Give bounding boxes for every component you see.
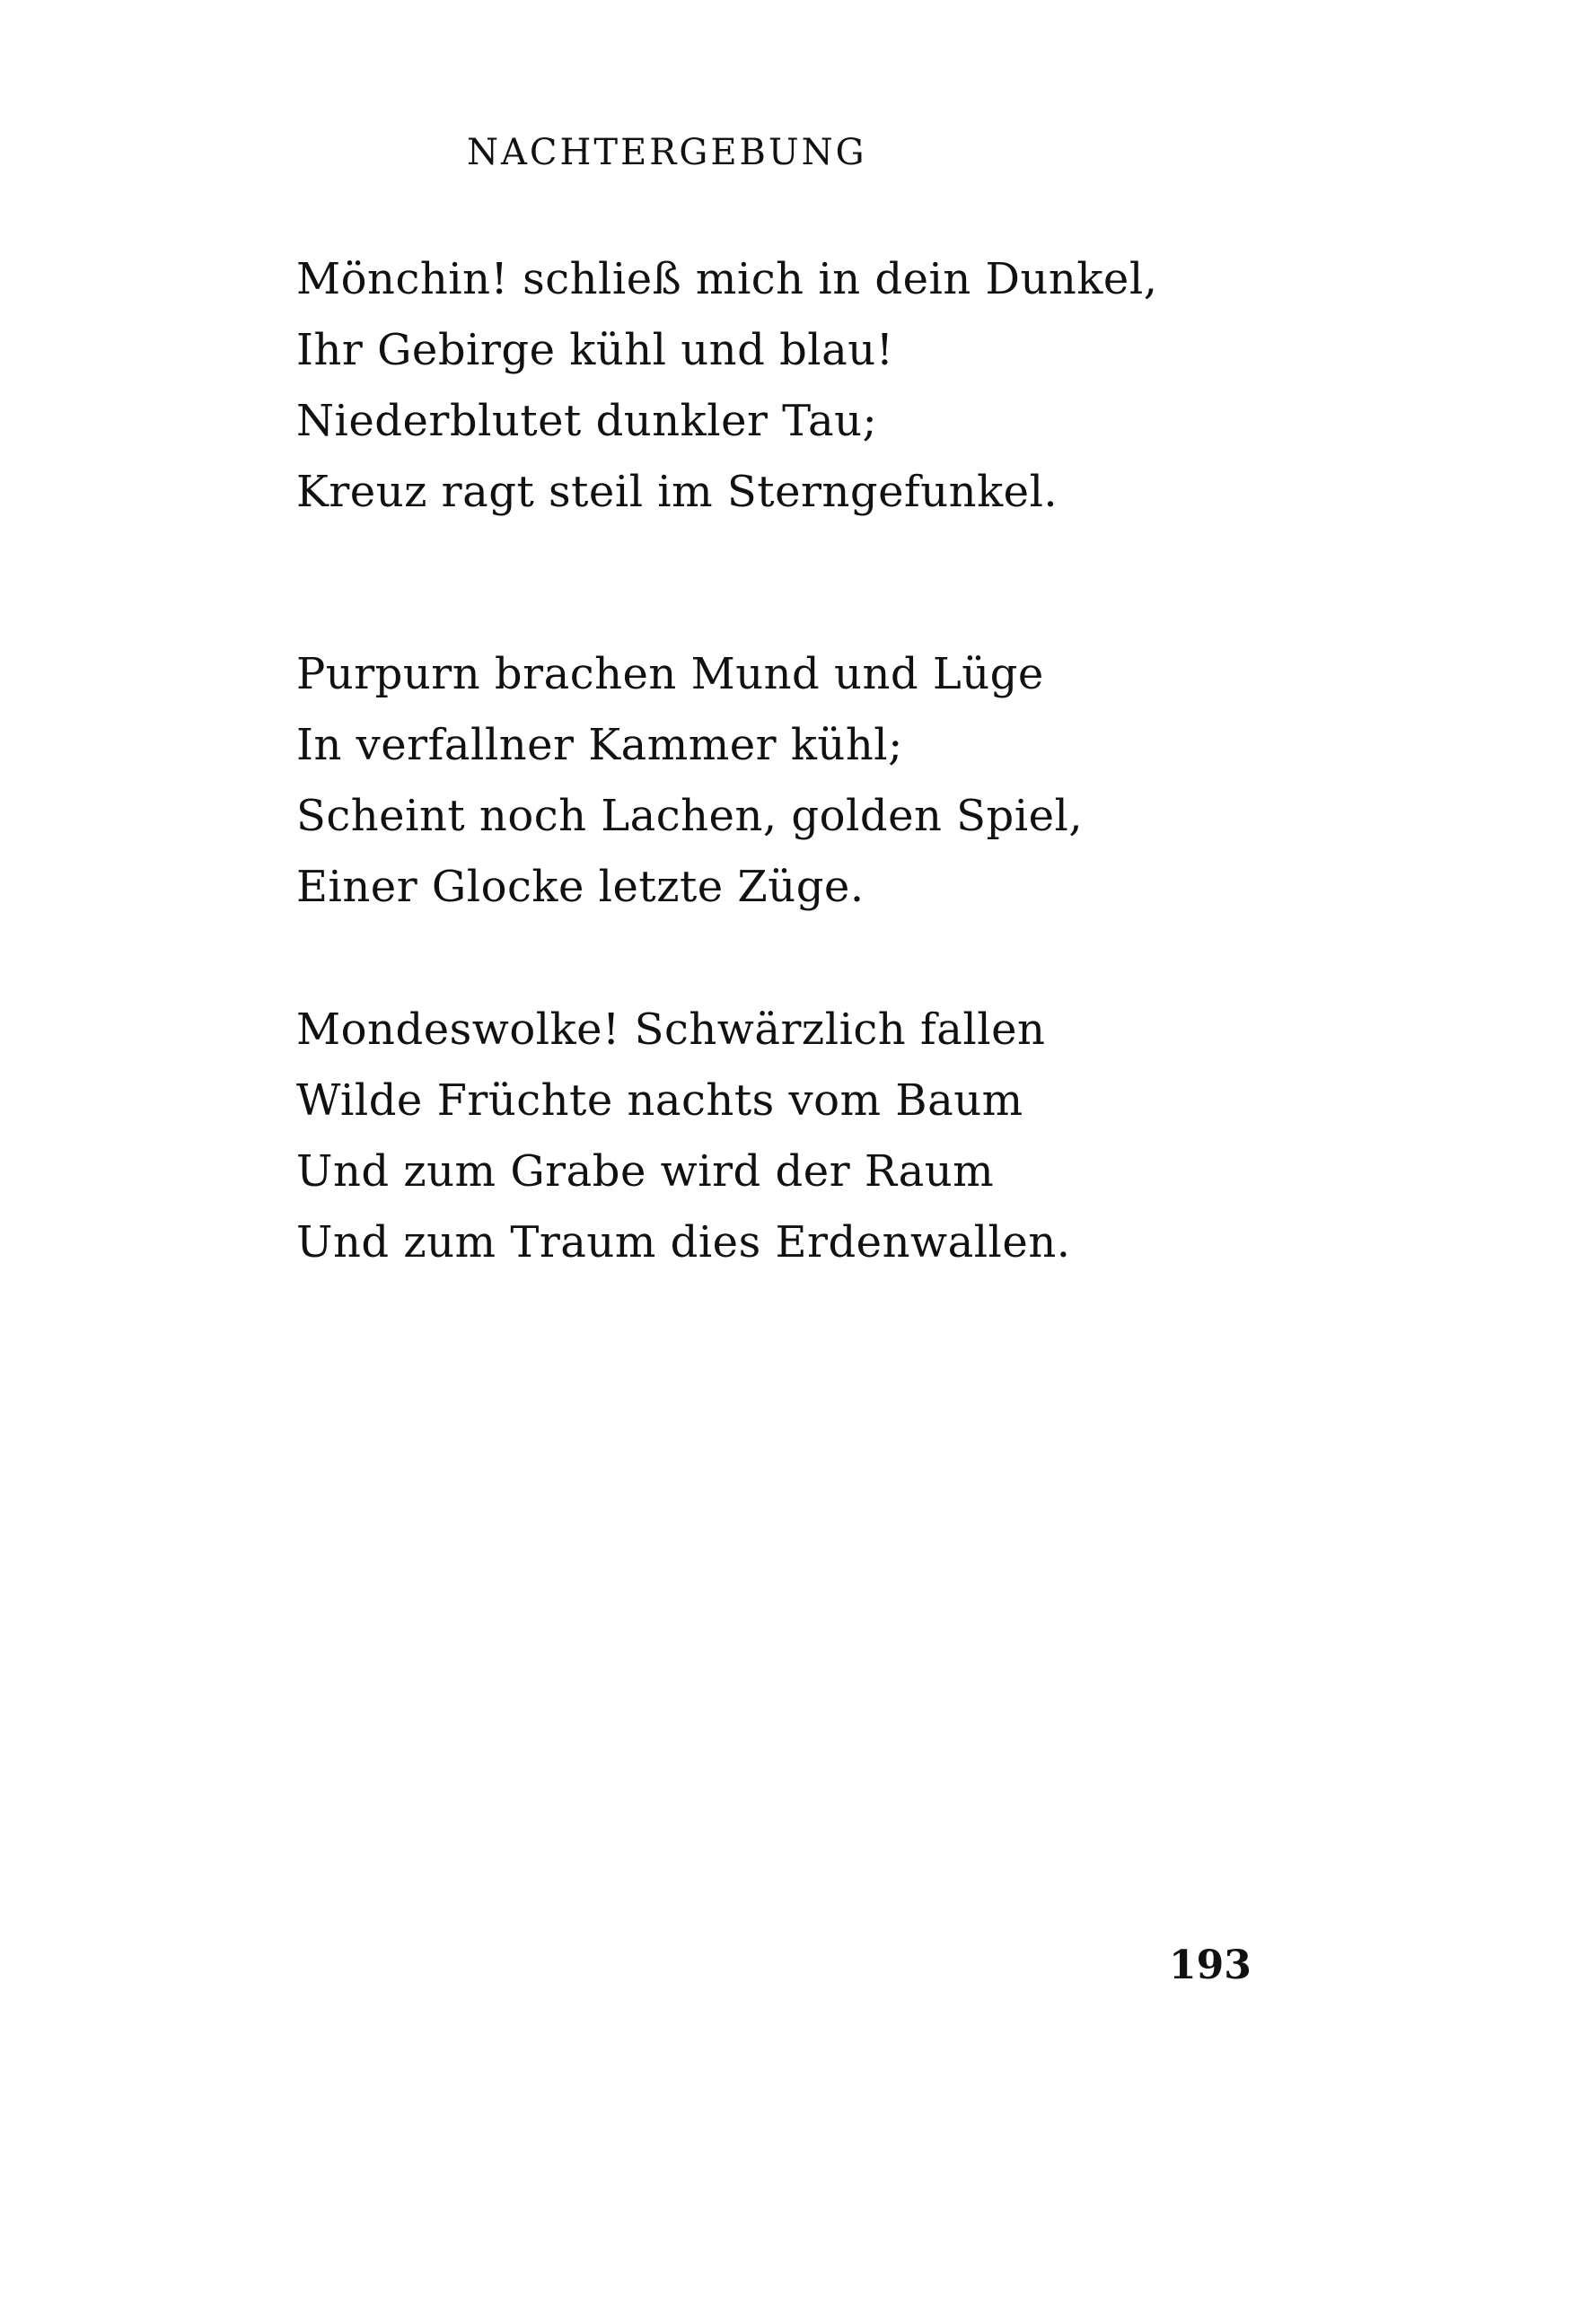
poem-line: Niederblutet dunkler Tau; <box>296 396 878 446</box>
poem-line: Und zum Grabe wird der Raum <box>296 1146 995 1197</box>
poem-line: Purpurn brachen Mund und Lüge <box>296 649 1044 699</box>
poem-line: Und zum Traum dies Erdenwallen. <box>296 1217 1071 1267</box>
poem-line: Kreuz ragt steil im Sterngefunkel. <box>296 467 1058 517</box>
poem-line: In verfallner Kammer kühl; <box>296 720 903 770</box>
poem-title: NACHTERGEBUNG <box>467 132 867 173</box>
page-number: 193 <box>1169 1943 1252 1988</box>
poem-line: Ihr Gebirge kühl und blau! <box>296 325 894 375</box>
poem-line: Mondeswolke! Schwärzlich fallen <box>296 1004 1046 1055</box>
poem-line: Wilde Früchte nachts vom Baum <box>296 1075 1023 1126</box>
poem-line: Mönchin! schließ mich in dein Dunkel, <box>296 254 1158 304</box>
stanza-3 <box>296 995 1194 1278</box>
stanza-2 <box>296 639 1194 923</box>
stanza-1 <box>296 244 1194 528</box>
poem-line: Einer Glocke letzte Züge. <box>296 862 865 912</box>
poem-line: Scheint noch Lachen, golden Spiel, <box>296 791 1084 841</box>
